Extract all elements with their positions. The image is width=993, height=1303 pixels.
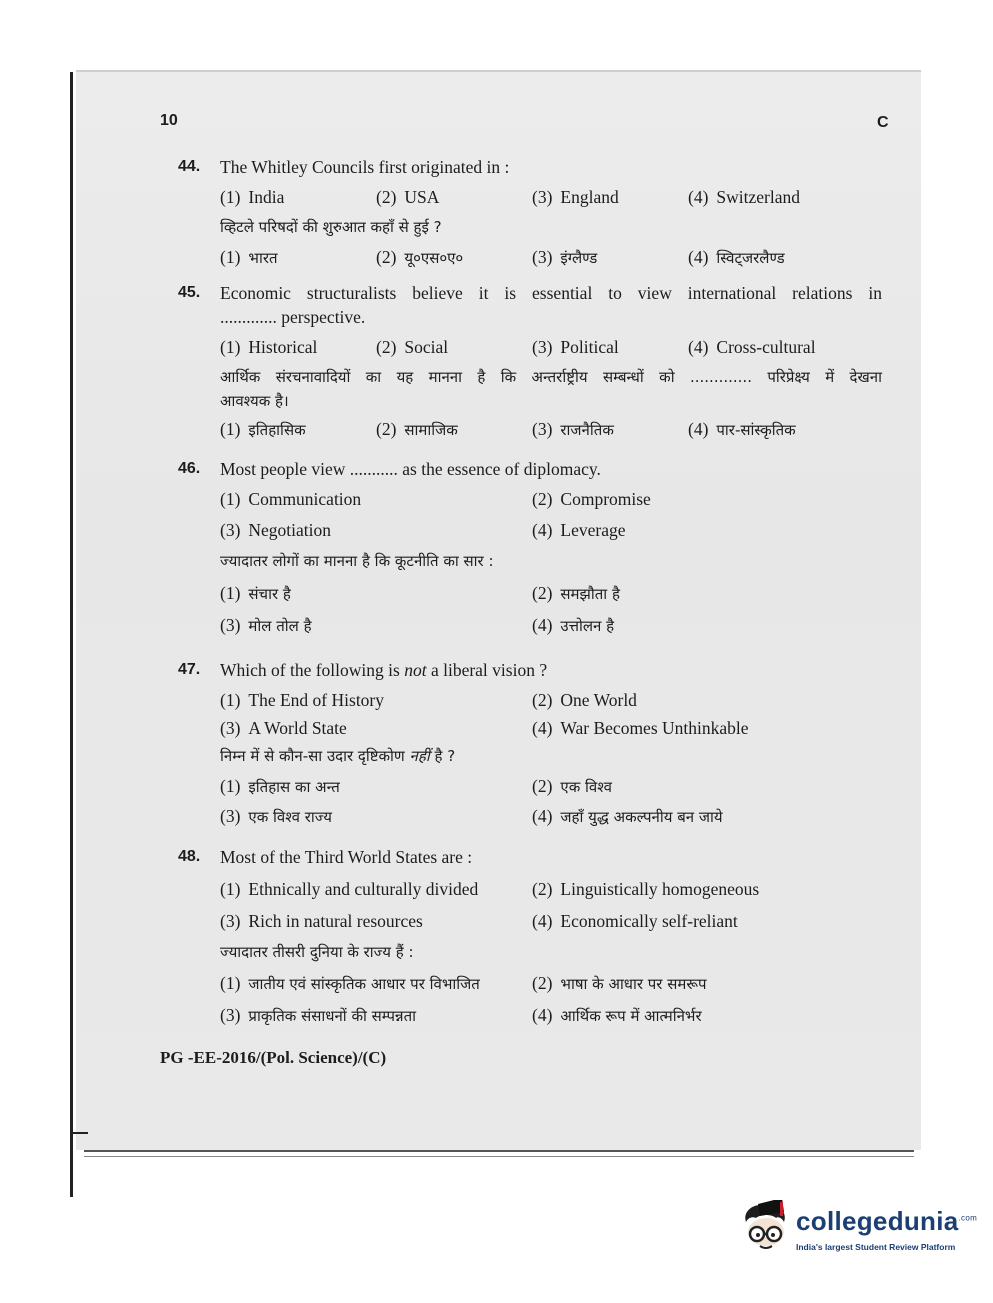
options-en-row2 xyxy=(178,713,883,741)
option-3-hi: (3) एक विश्व राज्य xyxy=(220,806,332,826)
option-2: (2) Linguistically homogeneous xyxy=(532,879,760,899)
question-text-en: Most of the Third World States are : xyxy=(220,847,473,867)
options-hi-row1 xyxy=(178,578,883,610)
option-3-hi: (3) मोल तोल है xyxy=(220,615,312,635)
options-en xyxy=(178,332,883,362)
question-text-hi-line1: आर्थिक संरचनावादियों का यह मानना है कि अन्तर्राष्ट्रीय सम्बन्धों को ............. परिप्रेक्ष्य में देखना xyxy=(220,368,882,386)
scan-bottom-edge xyxy=(84,1150,914,1152)
scan-bottom-edge-shadow xyxy=(84,1156,914,1157)
question-text-en: The Whitley Councils first originated in : xyxy=(220,157,510,177)
option-1: (1) Communication xyxy=(220,489,362,509)
option-4-hi: (4) जहाँ युद्ध अकल्पनीय बन जाये xyxy=(532,806,723,826)
options-en xyxy=(178,182,883,212)
option-2-hi: (2) सामाजिक xyxy=(376,419,458,439)
option-4-hi: (4) आर्थिक रूप में आत्मनिर्भर xyxy=(532,1005,702,1025)
options-hi-row2 xyxy=(178,1000,883,1030)
option-2: (2) One World xyxy=(532,690,637,710)
option-4: (4) War Becomes Unthinkable xyxy=(532,718,749,738)
set-code: C xyxy=(877,114,889,131)
option-4: (4) Cross-cultural xyxy=(688,337,816,357)
question-44 xyxy=(178,152,883,272)
question-text-hi: व्हिटले परिषदों की शुरुआत कहाँ से हुई ? xyxy=(220,218,442,236)
question-number: 44. xyxy=(178,158,201,175)
option-3: (3) England xyxy=(532,187,619,207)
option-2-hi: (2) एक विश्व xyxy=(532,776,612,796)
option-2-hi: (2) समझौता है xyxy=(532,583,620,603)
option-4: (4) Leverage xyxy=(532,520,626,540)
options-hi-row2 xyxy=(178,610,883,640)
paper-code-footer: PG -EE-2016/(Pol. Science)/(C) xyxy=(160,1048,387,1067)
options-hi xyxy=(178,242,883,272)
question-text-hi: ज्यादातर लोगों का मानना है कि कूटनीति का सार : xyxy=(220,552,494,570)
options-hi-row2 xyxy=(178,801,883,831)
question-number: 48. xyxy=(178,848,201,865)
scan-corner-mark xyxy=(72,1132,88,1134)
question-text-hi: ज्यादातर तीसरी दुनिया के राज्य हैं : xyxy=(220,943,414,961)
question-47 xyxy=(178,655,883,831)
option-1-hi: (1) भारत xyxy=(220,247,278,267)
option-1-hi: (1) जातीय एवं सांस्कृतिक आधार पर विभाजित xyxy=(220,973,480,993)
options-hi-row1 xyxy=(178,771,883,801)
options-en-row1 xyxy=(178,874,883,906)
question-45 xyxy=(178,278,883,444)
option-4-hi: (4) स्विट्जरलैण्ड xyxy=(688,247,785,267)
option-3: (3) Rich in natural resources xyxy=(220,911,423,931)
question-number: 47. xyxy=(178,661,201,678)
option-3: (3) Political xyxy=(532,337,619,357)
options-hi-row1 xyxy=(178,968,883,1000)
question-text-en-line1: Economic structuralists believe it is essential to view international relations in xyxy=(220,283,882,303)
option-1: (1) Ethnically and culturally divided xyxy=(220,879,479,899)
logo-wordmark: collegedunia$^{.com}$ xyxy=(796,1206,978,1236)
option-1: (1) The End of History xyxy=(220,690,385,710)
option-1-hi: (1) इतिहासिक xyxy=(220,419,306,439)
options-en-row1 xyxy=(178,484,883,515)
question-46 xyxy=(178,454,883,640)
option-2-hi: (2) यू०एस०ए० xyxy=(376,247,464,267)
option-1: (1) Historical xyxy=(220,337,318,357)
option-1-hi: (1) इतिहास का अन्त xyxy=(220,776,340,796)
options-en-row1 xyxy=(178,685,883,713)
collegedunia-logo[interactable] xyxy=(738,1200,978,1260)
option-2: (2) Compromise xyxy=(532,489,651,509)
options-en-row2 xyxy=(178,906,883,937)
option-4-hi: (4) उत्तोलन है xyxy=(532,615,615,635)
option-1: (1) India xyxy=(220,187,285,207)
question-text-en: Most people view ........... as the essence of diplomacy. xyxy=(220,459,601,479)
page-number: 10 xyxy=(160,112,178,129)
emphasis-not: not xyxy=(404,660,427,680)
option-3: (3) Negotiation xyxy=(220,520,332,540)
question-text-hi: निम्न में से कौन-सा उदार दृष्टिकोण नहीं है ? xyxy=(220,747,456,765)
question-number: 46. xyxy=(178,460,201,477)
option-2-hi: (2) भाषा के आधार पर समरूप xyxy=(532,973,707,993)
question-48 xyxy=(178,842,883,1030)
options-en-row2 xyxy=(178,515,883,546)
logo-tagline: India's largest Student Review Platform xyxy=(796,1242,956,1252)
option-4: (4) Switzerland xyxy=(688,187,800,207)
option-3-hi: (3) प्राकृतिक संसाधनों की सम्पन्नता xyxy=(220,1005,417,1025)
question-text-en: Which of the following is not a liberal vision ? xyxy=(220,660,548,680)
option-2: (2) Social xyxy=(376,337,449,357)
option-3-hi: (3) इंग्लैण्ड xyxy=(532,247,598,267)
option-3-hi: (3) राजनैतिक xyxy=(532,419,614,439)
question-text-en-line2: ............. perspective. xyxy=(220,307,366,327)
option-3: (3) A World State xyxy=(220,718,347,738)
option-2: (2) USA xyxy=(376,187,440,207)
option-4-hi: (4) पार-सांस्कृतिक xyxy=(688,419,796,439)
mascot-icon xyxy=(738,1200,794,1260)
emphasis-nahin: नहीं xyxy=(409,747,430,765)
option-1-hi: (1) संचार है xyxy=(220,583,291,603)
scan-edge xyxy=(70,72,73,1197)
options-hi xyxy=(178,414,883,444)
question-number: 45. xyxy=(178,284,201,301)
option-4: (4) Economically self-reliant xyxy=(532,911,738,931)
question-text-hi-line2: आवश्यक है। xyxy=(220,392,289,410)
